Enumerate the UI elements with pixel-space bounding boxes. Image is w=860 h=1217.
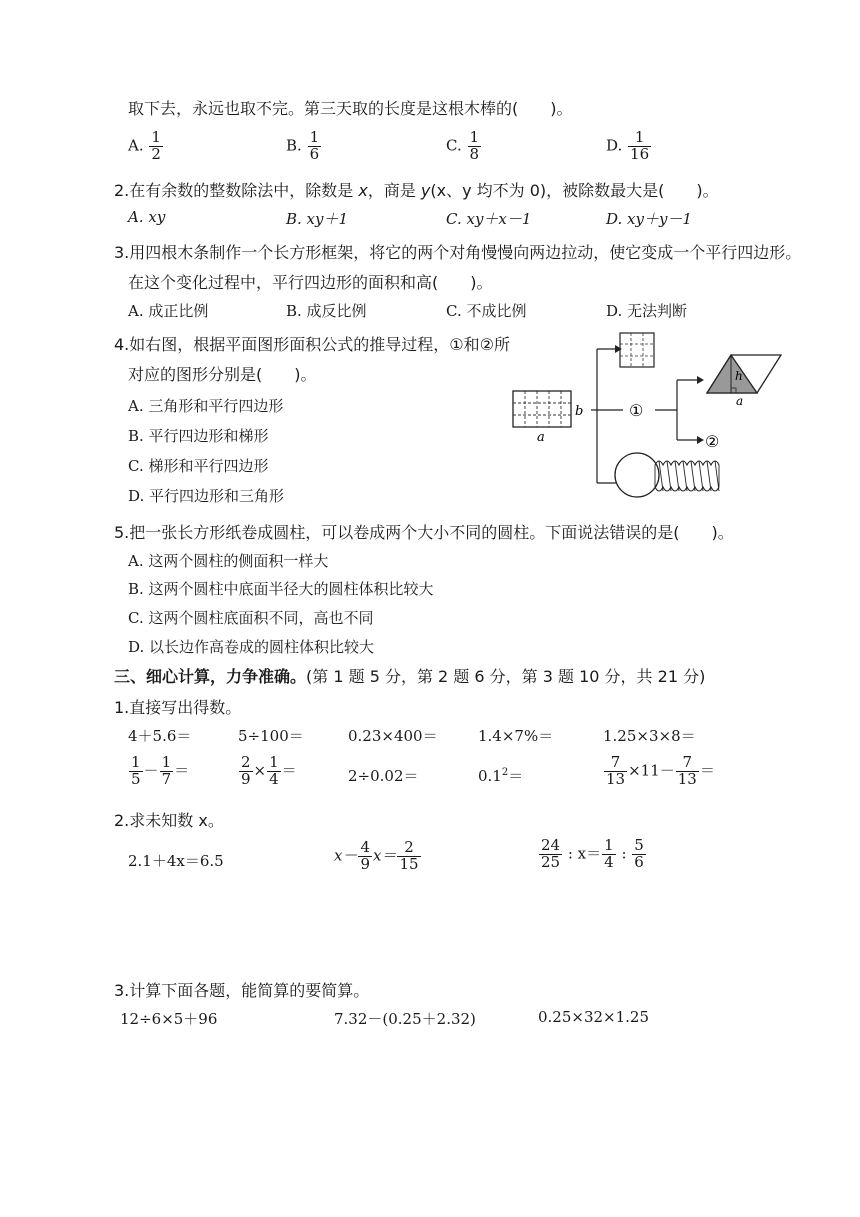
s3q1-title: 1.直接写出得数。	[114, 698, 242, 717]
compute-1: 12÷6×5＋96	[120, 1010, 218, 1028]
compute-3: 0.25×32×1.25	[538, 1008, 650, 1026]
q3-option-a[interactable]: A. 成正比例	[128, 302, 209, 320]
area-derivation-figure	[505, 325, 805, 505]
calc-3: 0.23×400＝	[348, 727, 438, 745]
label-a: a	[537, 430, 545, 445]
q4-option-c[interactable]: C. 梯形和平行四边形	[128, 457, 269, 475]
calc-5: 1.25×3×8＝	[603, 727, 696, 745]
q4-line2: 对应的图形分别是( )。	[128, 365, 317, 384]
flow-lines	[591, 349, 697, 483]
q2-option-d[interactable]: D. xy＋y－1	[606, 210, 692, 228]
q3-option-d[interactable]: D. 无法判断	[606, 302, 688, 320]
calc-8: 2÷0.02＝	[348, 767, 419, 785]
q2-stem: 2.在有余数的整数除法中，除数是 x，商是 y(x、y 均不为 0)，被除数最大是( )。	[114, 181, 719, 200]
equation-2: x－ $\frac{4}{9}$ x＝ $\frac{2}{15}$	[334, 838, 419, 873]
calc-10: $\frac{7}{13}$ ×11－ $\frac{7}{13}$ ＝	[606, 753, 715, 788]
q3-line2: 在这个变化过程中，平行四边形的面积和高( )。	[128, 273, 493, 292]
section-3-header: 三、细心计算，力争准确。(第 1 题 5 分，第 2 题 6 分，第 3 题 10 分，共 21 分)	[114, 667, 706, 686]
q5-option-d[interactable]: D. 以长边作高卷成的圆柱体积比较大	[128, 638, 375, 656]
calc-7: $\frac{2}{9}$ × $\frac{1}{4}$ ＝	[241, 753, 297, 788]
equation-1: 2.1＋4x＝6.5	[128, 852, 224, 870]
label-circled-2: ②	[705, 432, 720, 451]
label-a-parallelogram: a	[736, 394, 744, 408]
q3-option-b[interactable]: B. 成反比例	[286, 302, 367, 320]
option-c[interactable]: C. $\frac{1}{8}$	[446, 128, 480, 163]
q2-option-b[interactable]: B. xy＋1	[286, 210, 349, 228]
grid-square	[620, 333, 654, 367]
q4-option-b[interactable]: B. 平行四边形和梯形	[128, 427, 269, 445]
q4-option-d[interactable]: D. 平行四边形和三角形	[128, 487, 285, 505]
calc-2: 5÷100＝	[238, 727, 304, 745]
option-a[interactable]: A. $\frac{1}{2}$	[128, 128, 161, 163]
q4-line1: 4.如右图，根据平面图形面积公式的推导过程，①和②所	[114, 335, 510, 354]
q4-option-a[interactable]: A. 三角形和平行四边形	[128, 397, 284, 415]
label-h: h	[735, 369, 743, 383]
question-text: 取下去，永远也取不完。第三天取的长度是这根木棒的( )。	[128, 99, 573, 118]
q5-option-a[interactable]: A. 这两个圆柱的侧面积一样大	[128, 552, 329, 570]
q2-option-c[interactable]: C. xy＋x－1	[446, 210, 532, 228]
option-b[interactable]: B. $\frac{1}{6}$	[286, 128, 320, 163]
source-rectangle	[513, 391, 571, 427]
s3q2-title: 2.求未知数 x。	[114, 811, 224, 830]
calc-1: 4＋5.6＝	[128, 727, 192, 745]
calc-6: $\frac{1}{5}$ － $\frac{1}{7}$ ＝	[131, 753, 190, 788]
q3-option-c[interactable]: C. 不成比例	[446, 302, 527, 320]
q3-line1: 3.用四根木条制作一个长方形框架，将它的两个对角慢慢向两边拉动，使它变成一个平行四边形。	[114, 243, 802, 262]
q5-line1: 5.把一张长方形纸卷成圆柱，可以卷成两个大小不同的圆柱。下面说法错误的是( )。	[114, 523, 734, 542]
parallelogram-figure	[707, 355, 781, 393]
option-d[interactable]: D. $\frac{1}{16}$	[606, 128, 650, 163]
circle-sectors-figure	[615, 453, 719, 497]
q5-option-c[interactable]: C. 这两个圆柱底面积不同，高也不同	[128, 609, 374, 627]
s3q3-title: 3.计算下面各题，能简算的要简算。	[114, 981, 370, 1000]
q5-option-b[interactable]: B. 这两个圆柱中底面半径大的圆柱体积比较大	[128, 580, 434, 598]
q2-option-a[interactable]: A. xy	[128, 208, 166, 226]
label-circled-1: ①	[629, 401, 644, 420]
arrow-heads	[615, 345, 704, 444]
compute-2: 7.32－(0.25＋2.32)	[334, 1010, 476, 1028]
calc-4: 1.4×7%＝	[478, 727, 554, 745]
calc-9: $0.1^2=$	[478, 767, 524, 785]
label-b: b	[575, 404, 584, 419]
equation-3: $\frac{24}{25}$ : x＝ $\frac{1}{4}$ : $\frac{5}{6}$	[541, 836, 644, 871]
